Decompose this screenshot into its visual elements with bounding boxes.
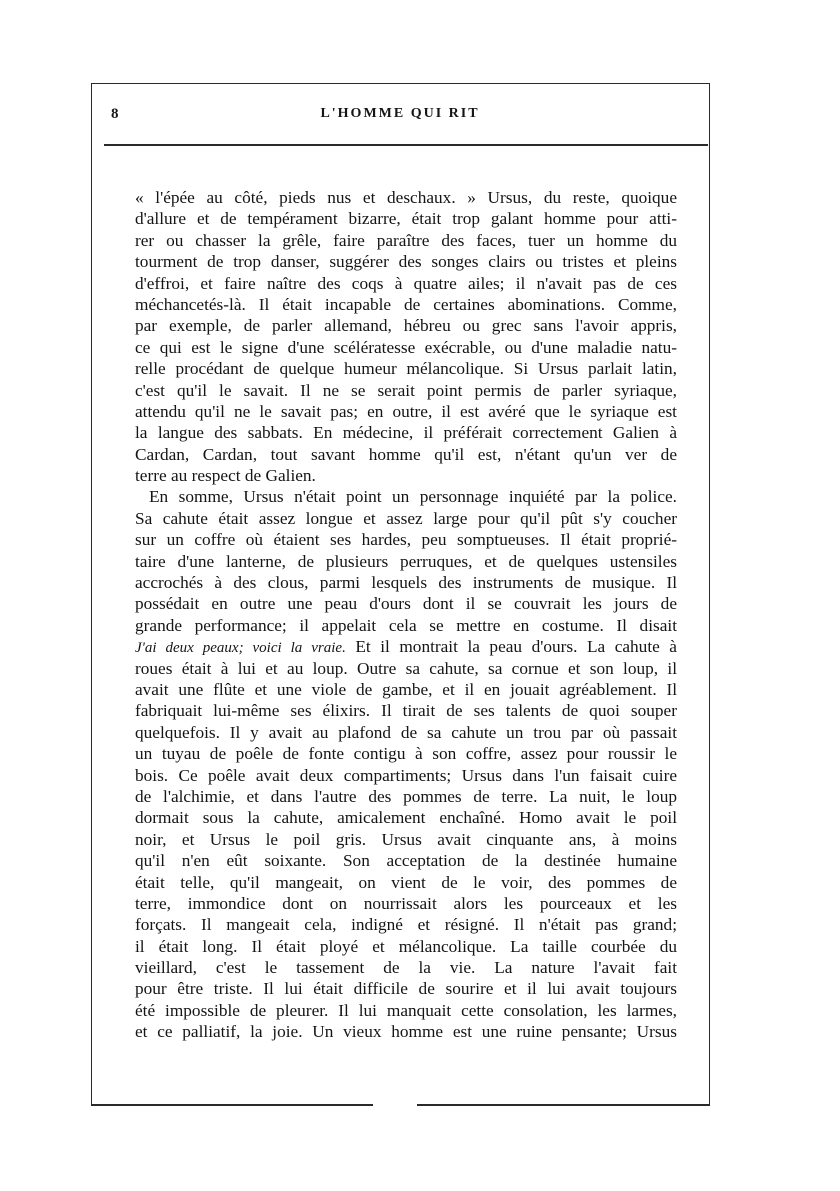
running-title: L'HOMME QUI RIT: [320, 106, 480, 121]
text-line: et ce palliatif, la joie. Un vieux homme est une ruine pensante; Ursus: [135, 1022, 677, 1042]
text-line: Cardan, Cardan, tout savant homme qu'il est, n'étant qu'un ver de: [135, 444, 677, 464]
text-line: Sa cahute était assez longue et assez large pour qu'il pût s'y coucher: [135, 508, 677, 528]
text-line: bois. Ce poêle avait deux compartiments; Ursus dans l'un faisait cuire: [135, 765, 677, 785]
text-line: été impossible de pleurer. Il lui manquait cette consolation, les larmes,: [135, 1000, 677, 1020]
text-line: rer ou chasser la grêle, faire paraître des faces, tuer un homme du: [135, 230, 677, 250]
italic-quote: J'ai deux peaux; voici la vraie.: [135, 640, 346, 657]
text-line: terre, immondice dont on nourrissait alors les pourceaux et les: [135, 893, 677, 913]
text-line: quelquefois. Il y avait au plafond de sa cahute un trou par où passait: [135, 722, 677, 742]
body-text: [135, 187, 677, 1043]
page-number: 8: [111, 106, 119, 122]
bottom-rule-right: [417, 1104, 709, 1106]
text-line: noir, et Ursus le poil gris. Ursus avait cinquante ans, à moins: [135, 829, 677, 849]
bottom-rule-left: [91, 1104, 373, 1106]
text-line: la langue des sabbats. En médecine, il préférait correctement Galien à: [135, 423, 677, 443]
text-line: « l'épée au côté, pieds nus et deschaux. » Ursus, du reste, quoique: [135, 188, 677, 207]
text-line: d'effroi, et faire naître des coqs à quatre ailes; il n'avait pas de ces: [135, 273, 677, 293]
text-line: possédait en outre une peau d'ours dont il se couvrait les jours de: [135, 594, 677, 614]
text-line: ce qui est le signe d'une scélératesse exécrable, ou d'une maladie natu-: [135, 337, 677, 357]
text-line: il était long. Il était ployé et mélancolique. La taille courbée du: [135, 936, 677, 956]
text-line: vieillard, c'est le tassement de la vie. La nature l'avait fait: [135, 958, 677, 978]
text-line: de l'alchimie, et dans l'autre des pommes de terre. La nuit, le loup: [135, 786, 677, 806]
text-line: fabriquait lui-même ses élixirs. Il tirait de ses talents de quoi souper: [135, 701, 677, 721]
text-line: d'allure et de tempérament bizarre, était trop galant homme pour atti-: [135, 209, 677, 229]
header-rule: [104, 144, 708, 146]
text-line: avait une flûte et une viole de gambe, et il en jouait agréablement. Il: [135, 679, 677, 699]
text-line: méchancetés-là. Il était incapable de certaines abominations. Comme,: [135, 294, 677, 314]
text-line: accrochés à des clous, parmi lesquels des instruments de musique. Il: [135, 573, 677, 593]
text-line-with-italic: [135, 636, 677, 657]
text-line: grande performance; il appelait cela se mettre en costume. Il disait: [135, 615, 677, 635]
text-line: était telle, qu'il mangeait, on vient de le voir, des pommes de: [135, 872, 677, 892]
text-line: taire d'une lanterne, de plusieurs perruques, et de quelques ustensiles: [135, 551, 677, 571]
text-line: relle procédant de quelque humeur mélancolique. Si Ursus parlait latin,: [135, 359, 677, 379]
text-line: un tuyau de poêle de fonte contigu à son coffre, assez pour roussir le: [135, 744, 677, 764]
text-line: terre au respect de Galien.: [135, 466, 316, 486]
text-line: tourment de trop danser, suggérer des songes clairs ou tristes et pleins: [135, 252, 677, 272]
text-line: dormait sous la cahute, amicalement enchaîné. Homo avait le poil: [135, 808, 677, 828]
text-line: attendu qu'il ne le savait pas; en outre, il est avéré que le syriaque est: [135, 401, 677, 421]
text-line: par exemple, de parler allemand, hébreu ou grec sans l'avoir appris,: [135, 316, 677, 336]
text-line: roues était à lui et au loup. Outre sa cahute, sa cornue et son loup, il: [135, 658, 677, 678]
text-line: pour être triste. Il lui était difficile de sourire et il lui avait toujours: [135, 979, 677, 999]
text-line: qu'il n'en eût soixante. Son acceptation de la destinée humaine: [135, 851, 677, 871]
text-line: c'est qu'il le savait. Il ne se serait point permis de parler syriaque,: [135, 380, 677, 400]
running-header: [91, 102, 709, 126]
text-line-remainder: Et il montrait la peau d'ours. La cahute à: [345, 637, 677, 657]
paragraph-start-line: En somme, Ursus n'était point un personnage inquiété par la police.: [149, 487, 677, 507]
text-line: forçats. Il mangeait cela, indigné et résigné. Il n'était pas grand;: [135, 915, 677, 935]
text-line: sur un coffre où étaient ses hardes, peu somptueuses. Il était proprié-: [135, 530, 677, 550]
